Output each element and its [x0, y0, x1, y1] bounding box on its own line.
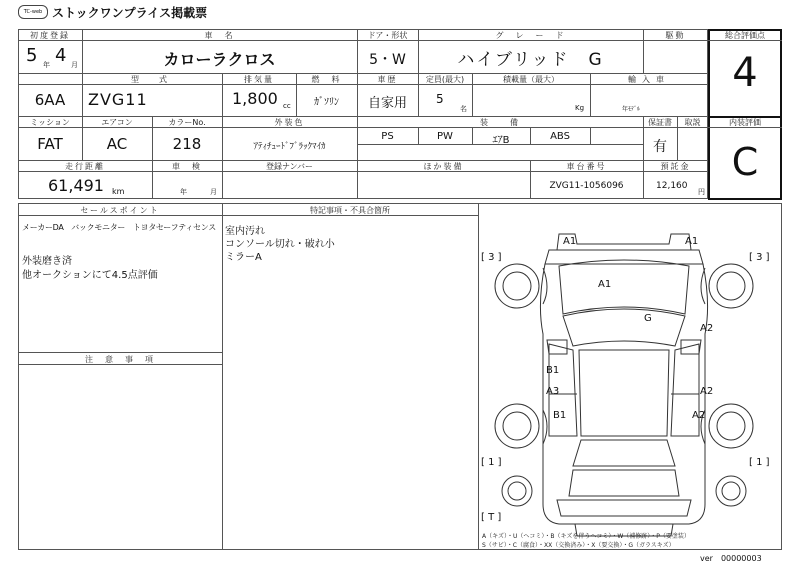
logo: TC-web — [18, 5, 48, 19]
price: 12,160 — [656, 181, 688, 191]
mission: FAT — [37, 135, 63, 153]
label-fuel: 燃 料 — [311, 75, 342, 84]
model: ZVG11 — [88, 90, 148, 109]
legend-line-2: S（サビ）・C（腐食）・XX（交換済み）・X（要交換）・G（ガラスキズ） — [482, 542, 675, 549]
label-warranty: 保証書 — [648, 118, 672, 127]
version-label: ver 00000003 — [700, 554, 762, 563]
label-grade: グ レ ー ド — [495, 31, 566, 40]
sales-point-3: 他オークションにて4.5点評価 — [22, 270, 158, 281]
equip-pw: PW — [437, 131, 453, 142]
special-title: 特記事項・不具合箇所 — [310, 206, 390, 215]
car-damage-diagram — [479, 204, 781, 549]
capacity: 5 — [436, 92, 444, 106]
first-reg-year: 5 — [26, 45, 38, 66]
fuel: ｶﾞｿﾘﾝ — [314, 97, 339, 108]
label-drive: 駆動 — [665, 31, 686, 40]
mark-a3-left-door: A3 — [546, 386, 560, 397]
label-capacity: 定員(最大) — [425, 75, 465, 84]
label-load: 積載量（最大） — [503, 75, 559, 84]
mark-a1-hood: A1 — [598, 279, 612, 290]
km-unit: km — [112, 187, 125, 196]
label-other-equipment: ほか装備 — [423, 162, 464, 171]
overall-score: 4 — [732, 50, 758, 96]
label-chassis: 車台番号 — [566, 162, 607, 171]
warranty: 有 — [653, 139, 667, 155]
load-unit: Kg — [575, 104, 585, 112]
equip-airbag: ｴｱB — [492, 135, 510, 146]
car-name: カローラクロス — [163, 50, 276, 69]
label-door: ドア・形状 — [367, 31, 408, 40]
label-plate: 登録ナンバー — [265, 162, 314, 171]
label-manual: 取説 — [684, 118, 701, 127]
special-note-1: 室内汚れ — [225, 226, 265, 237]
cc-unit: cc — [283, 102, 291, 110]
color-no: 218 — [172, 135, 202, 153]
label-mission: ミッション — [30, 118, 70, 127]
vehicle-type: 自家用 — [367, 96, 407, 111]
mark-a2-right-door: A2 — [700, 386, 714, 397]
mileage: 61,491 — [48, 176, 104, 195]
mark-a2-right-rear: A2 — [692, 410, 706, 421]
exterior-color: ｱﾃｨﾁｭｰﾄﾞﾌﾞﾗｯｸﾏｲｶ — [253, 142, 326, 152]
inspection-year-unit: 年 — [180, 188, 187, 196]
notices-title: 注 意 事 項 — [85, 355, 155, 364]
month-unit: 月 — [71, 61, 78, 69]
label-overall: 総合評価点 — [725, 31, 765, 40]
mark-g-windshield: G — [644, 313, 652, 324]
mark-a1-top-left: A1 — [563, 236, 577, 247]
label-mileage: 走行距離 — [65, 162, 105, 171]
equip-ps: PS — [381, 131, 394, 142]
inspection-month-unit: 月 — [210, 188, 217, 196]
mark-b1-left-door: B1 — [546, 365, 560, 376]
label-equipment: 装 備 — [480, 118, 520, 127]
label-price: 預託金 — [660, 162, 691, 171]
import-note: 年ﾓﾃﾞﾙ — [622, 106, 641, 113]
legend-line-1: A（キズ）・U（ヘコミ）・B（キズを伴うヘコミ）・W（補修跡）・P（要塗装） — [482, 533, 690, 540]
chassis-number: ZVG11-1056096 — [549, 181, 624, 191]
door-type: 5・W — [369, 52, 406, 68]
bracket-trunk: [ T ] — [481, 512, 502, 523]
interior-score: C — [731, 140, 759, 184]
bracket-bottom-right: [ 1 ] — [749, 457, 770, 468]
special-note-2: コンソール切れ・破れ小 — [225, 239, 335, 250]
label-exterior-color: 外装色 — [274, 118, 305, 127]
capacity-unit: 名 — [460, 105, 467, 113]
aircon: AC — [106, 135, 128, 153]
sales-points-title: セールスポイント — [80, 206, 160, 215]
label-vehicle-type: 車歴 — [377, 75, 398, 84]
mark-a1-top-right: A1 — [685, 236, 699, 247]
displacement: 1,800 — [232, 89, 278, 108]
sales-point-2: 外装磨き済 — [22, 256, 72, 267]
label-aircon: エアコン — [101, 118, 133, 127]
bracket-top-right: [ 3 ] — [749, 252, 770, 263]
special-note-3: ミラーA — [225, 252, 262, 263]
bracket-bottom-left: [ 1 ] — [481, 457, 502, 468]
equip-abs: ABS — [550, 131, 570, 142]
label-model: 型 式 — [131, 75, 173, 84]
label-car-name: 車 名 — [204, 31, 235, 40]
bracket-top-left: [ 3 ] — [481, 252, 502, 263]
label-displacement: 排気量 — [244, 75, 274, 84]
mark-b1-left-rear: B1 — [553, 410, 567, 421]
model-prefix: 6AA — [34, 91, 66, 109]
price-unit: 円 — [698, 188, 705, 196]
first-reg-month: 4 — [55, 45, 67, 66]
label-import: 輸入車 — [628, 75, 670, 84]
label-inspection: 車 検 — [172, 162, 202, 171]
label-color-no: カラーNo. — [168, 118, 206, 127]
sales-point-1: メーカーDA バックモニター トヨタセーフティセンス — [22, 223, 216, 232]
label-first-reg: 初度登録 — [30, 31, 70, 40]
label-interior: 内装評価 — [729, 118, 761, 127]
year-unit: 年 — [43, 61, 50, 69]
page-title: ストックワンプライス掲載票 — [52, 6, 208, 20]
mark-a2-right-front: A2 — [700, 323, 714, 334]
grade: ハイブリッド G — [457, 50, 604, 70]
